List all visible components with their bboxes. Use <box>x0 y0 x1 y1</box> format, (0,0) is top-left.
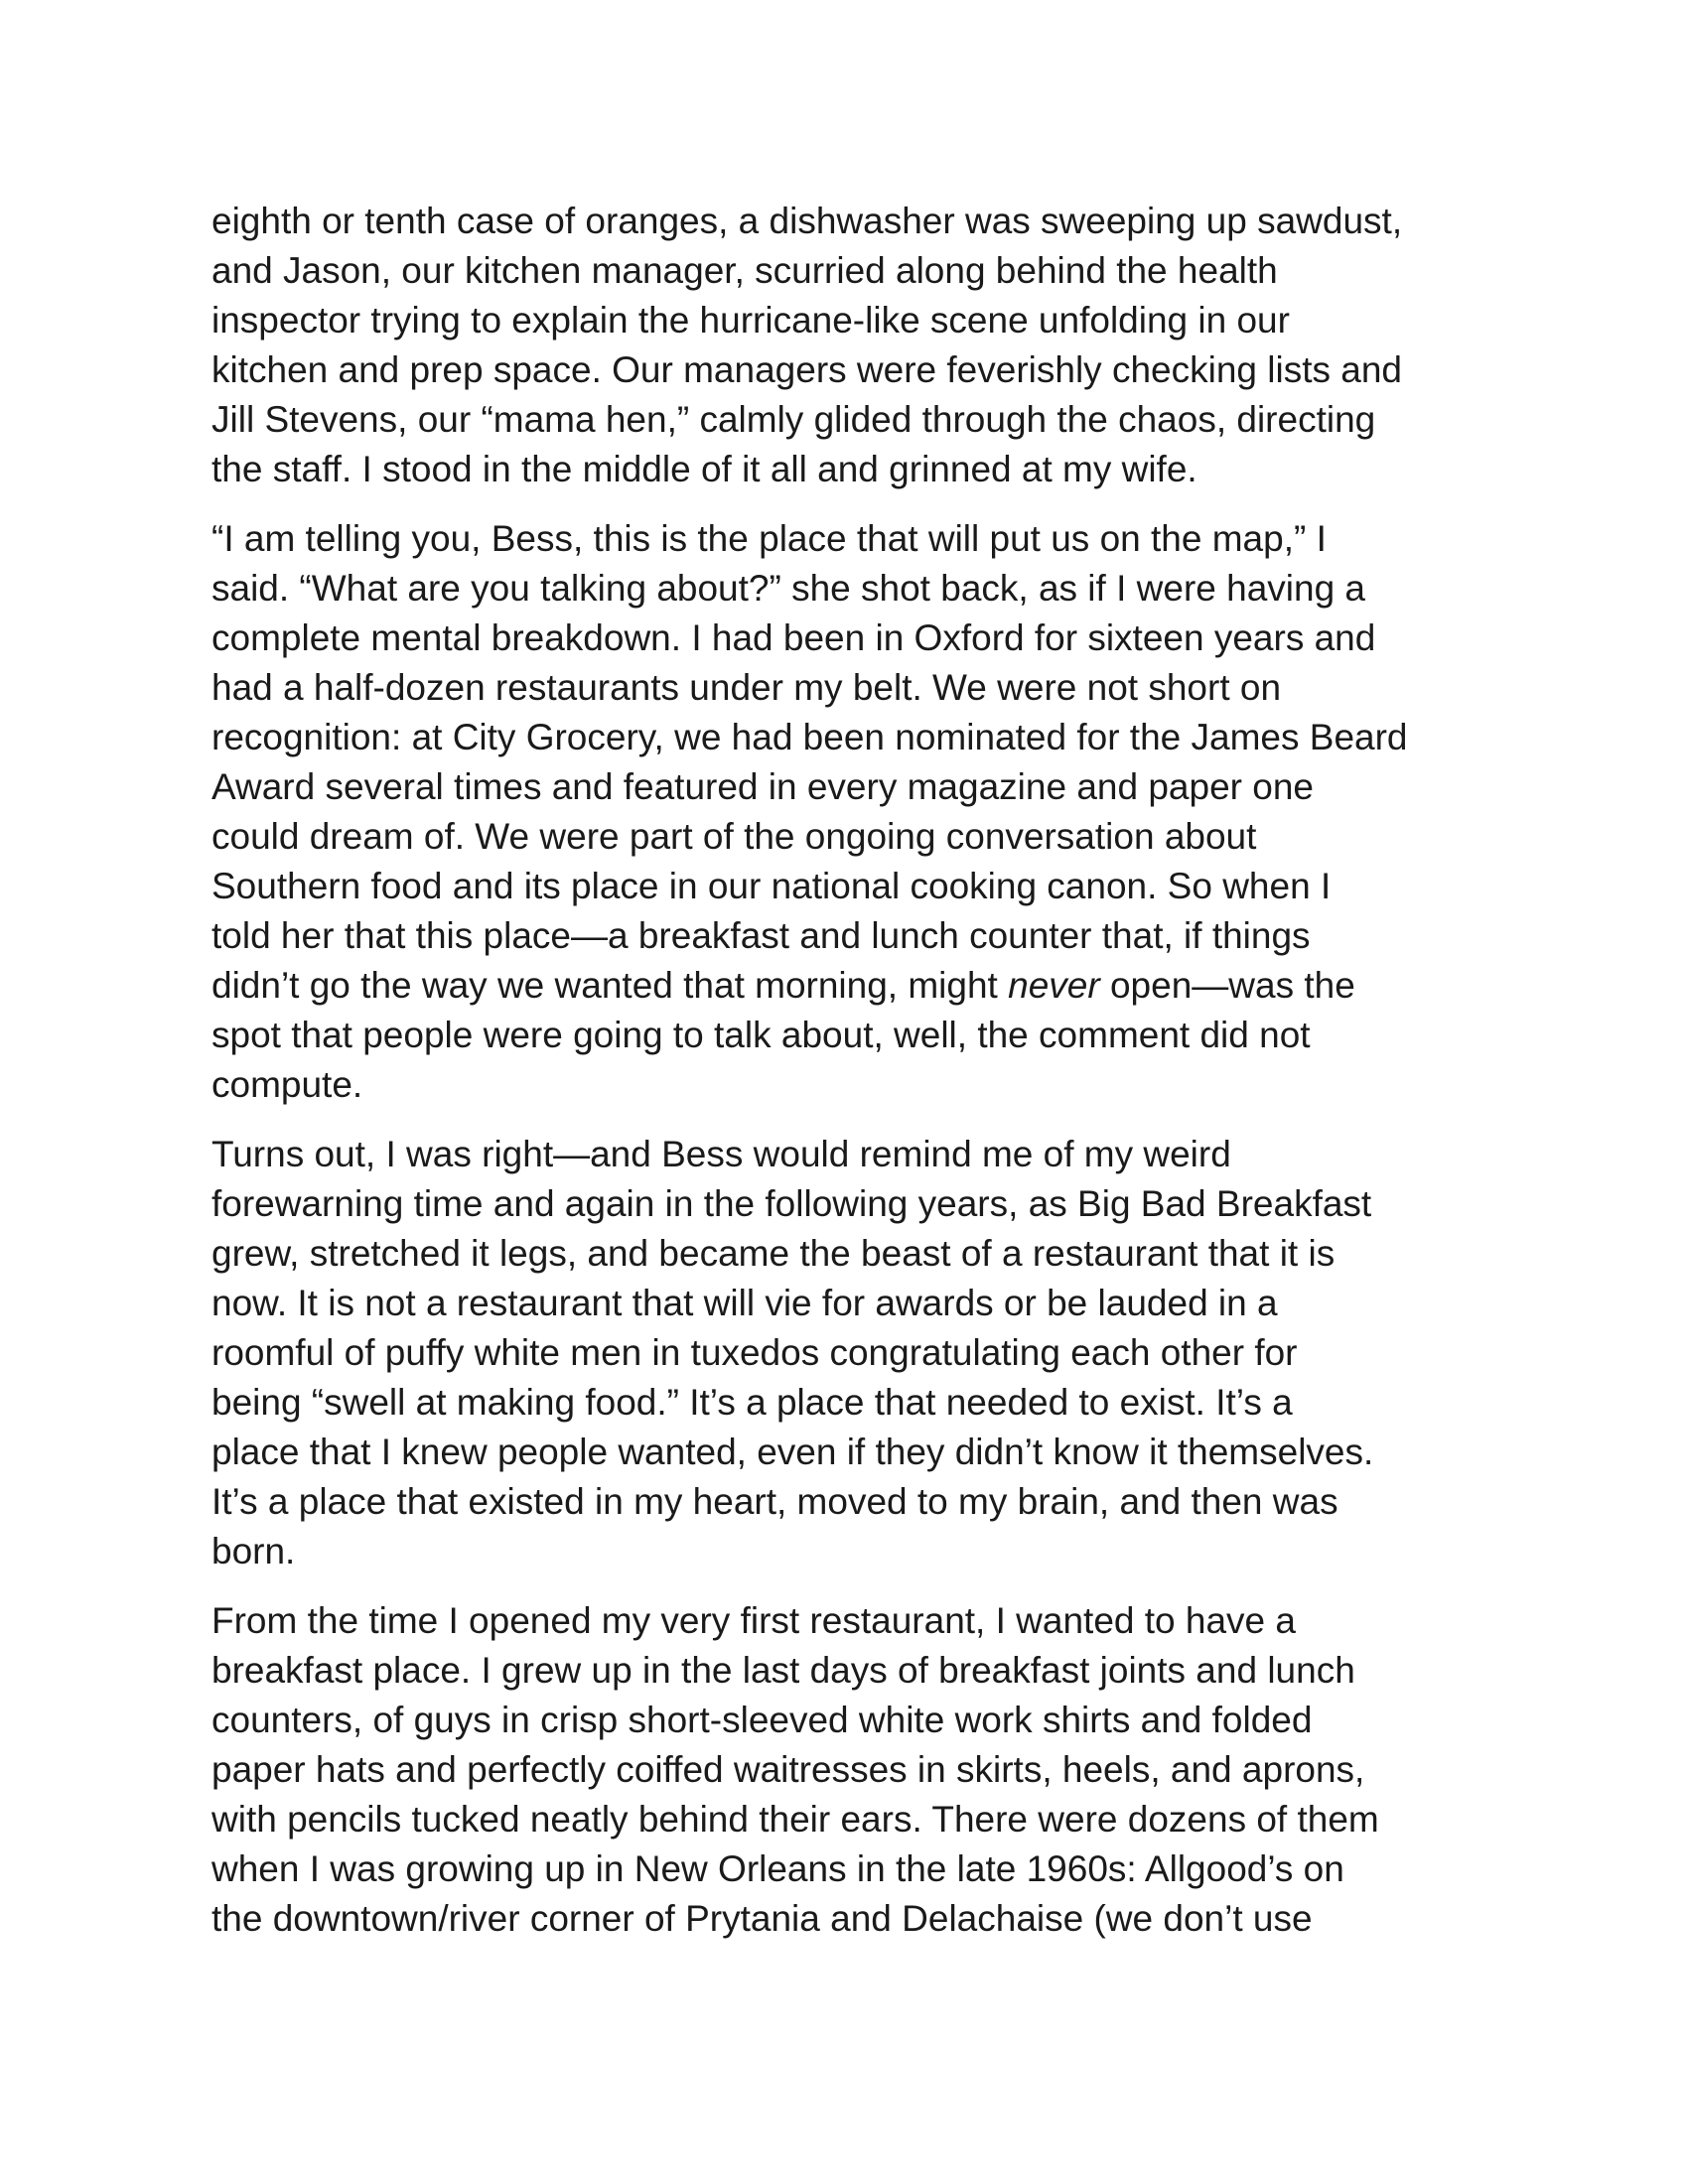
text-line: forewarning time and again in the following years, as Big Bad Breakfast <box>211 1183 1372 1224</box>
text-line: “I am telling you, Bess, this is the place that will put us on the map,” I <box>211 518 1327 559</box>
text-line: spot that people were going to talk about, well, the comment did not <box>211 1015 1311 1055</box>
text-line: now. It is not a restaurant that will vie for awards or be lauded in a <box>211 1283 1278 1323</box>
text-line: recognition: at City Grocery, we had been nominated for the James Beard <box>211 717 1408 757</box>
paragraph-4 <box>211 1596 1492 1944</box>
text-line: told her that this place—a breakfast and lunch counter that, if things <box>211 915 1311 956</box>
text-line: said. “What are you talking about?” she shot back, as if I were having a <box>211 568 1366 609</box>
text-line: place that I knew people wanted, even if they didn’t know it themselves. <box>211 1432 1374 1472</box>
text-line: the downtown/river corner of Prytania and Delachaise (we don’t use <box>211 1898 1313 1939</box>
text-line: It’s a place that existed in my heart, moved to my brain, and then was <box>211 1481 1338 1522</box>
emphasis-text: never <box>1008 965 1100 1006</box>
text-line: eighth or tenth case of oranges, a dishwasher was sweeping up sawdust, <box>211 201 1403 241</box>
text-line: compute. <box>211 1064 363 1105</box>
text-line: roomful of puffy white men in tuxedos congratulating each other for <box>211 1332 1298 1373</box>
text-line: with pencils tucked neatly behind their ears. There were dozens of them <box>211 1799 1379 1840</box>
text-line: Award several times and featured in every magazine and paper one <box>211 766 1314 807</box>
text-line: paper hats and perfectly coiffed waitresses in skirts, heels, and aprons, <box>211 1749 1365 1790</box>
text-line: when I was growing up in New Orleans in the late 1960s: Allgood’s on <box>211 1848 1344 1889</box>
text-fragment: open—was the <box>1099 965 1355 1006</box>
text-fragment: didn’t go the way we wanted that morning, might <box>211 965 1009 1006</box>
text-line: grew, stretched it legs, and became the beast of a restaurant that it is <box>211 1233 1336 1274</box>
text-line: counters, of guys in crisp short-sleeved white work shirts and folded <box>211 1700 1313 1740</box>
text-line: From the time I opened my very first restaurant, I wanted to have a <box>211 1600 1296 1641</box>
text-line: Turns out, I was right—and Bess would remind me of my weird <box>211 1134 1231 1174</box>
text-line: born. <box>211 1531 296 1571</box>
text-line: being “swell at making food.” It’s a place that needed to exist. It’s a <box>211 1382 1293 1423</box>
document-page <box>211 197 1492 1964</box>
text-line: the staff. I stood in the middle of it all and grinned at my wife. <box>211 449 1197 489</box>
text-line: had a half-dozen restaurants under my belt. We were not short on <box>211 667 1282 708</box>
text-line: complete mental breakdown. I had been in Oxford for sixteen years and <box>211 617 1376 658</box>
paragraph-3 <box>211 1130 1492 1576</box>
text-line: and Jason, our kitchen manager, scurried along behind the health <box>211 250 1278 291</box>
text-line: Jill Stevens, our “mama hen,” calmly glided through the chaos, directing <box>211 399 1376 440</box>
text-line: breakfast place. I grew up in the last days of breakfast joints and lunch <box>211 1650 1355 1691</box>
text-line: Southern food and its place in our national cooking canon. So when I <box>211 866 1332 906</box>
text-line: kitchen and prep space. Our managers were feverishly checking lists and <box>211 349 1402 390</box>
paragraph-2 <box>211 514 1492 1110</box>
paragraph-1 <box>211 197 1492 494</box>
text-line-with-emphasis <box>211 961 1492 1011</box>
text-line: could dream of. We were part of the ongoing conversation about <box>211 816 1257 857</box>
text-line: inspector trying to explain the hurricane-like scene unfolding in our <box>211 300 1290 341</box>
